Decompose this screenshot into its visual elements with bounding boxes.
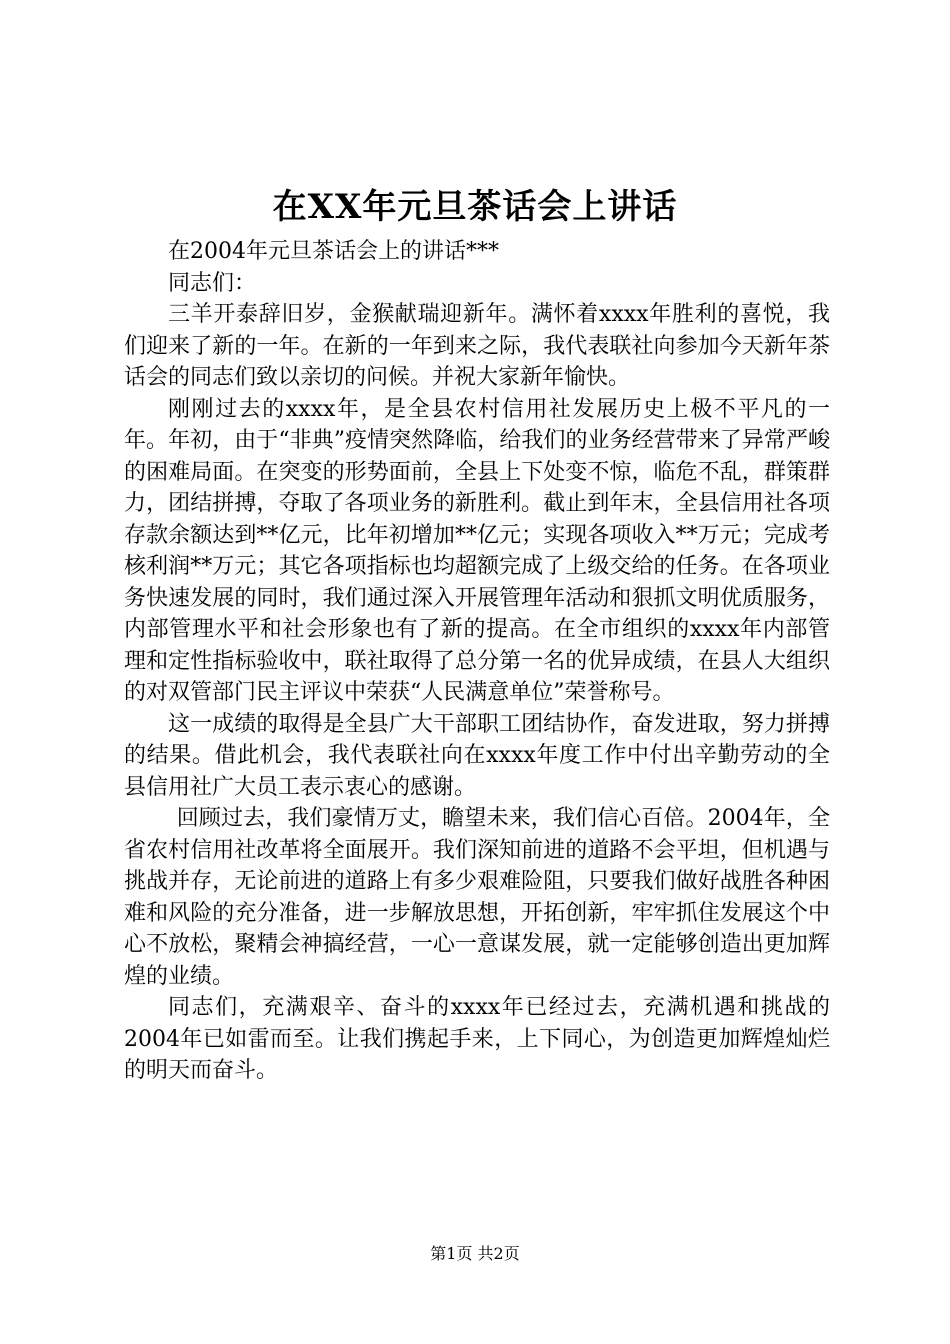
paragraph-review: 刚刚过去的xxxx年，是全县农村信用社发展历史上极不平凡的一年。年初，由于“非典”疫情突然降临，给我们的业务经营带来了异常严峻的困难局面。在突变的形势面前，全县上下处变不惊，临危不乱，群策群力，团结拼搏，夺取了各项业务的新胜利。截止到年末，全县信用社各项存款余额达到**亿元，比年初增加**亿元；实现各项收入**万元；完成考核利润**万元；其它各项指标也均超额完成了上级交给的任务。在各项业务快速发展的同时，我们通过深入开展管理年活动和狠抓文明优质服务，内部管理水平和社会形象也有了新的提高。在全市组织的xxxx年内部管理和定性指标验收中，联社取得了总分第一名的优异成绩，在县人大组织的对双管部门民主评议中荣获“人民满意单位”荣誉称号。 bbox=[124, 396, 830, 705]
document-title: 在XX年元旦茶话会上讲话 bbox=[272, 187, 678, 227]
paragraph-subtitle: 在2004年元旦茶话会上的讲话*** bbox=[168, 239, 499, 264]
paragraph-thanks: 这一成绩的取得是全县广大干部职工团结协作，奋发进取，努力拼搏的结果。借此机会，我代表联社向在xxxx年度工作中付出辛勤劳动的全县信用社广大员工表示衷心的感谢。 bbox=[124, 711, 830, 800]
page-footer: 第1页 共2页 bbox=[430, 1244, 520, 1263]
paragraph-salutation: 同志们： bbox=[168, 270, 257, 296]
paragraph-closing: 同志们，充满艰辛、奋斗的xxxx年已经过去，充满机遇和挑战的2004年已如雷而至。让我们携起手来，上下同心，为创造更加辉煌灿烂的明天而奋斗。 bbox=[124, 995, 830, 1083]
paragraph-outlook: 回顾过去，我们豪情万丈，瞻望未来，我们信心百倍。2004年，全省农村信用社改革将全面展开。我们深知前进的道路不会平坦，但机遇与挑战并存，无论前进的道路上有多少艰难险阻，只要我们做好战胜各种困难和风险的充分准备，进一步解放思想，开拓创新，牢牢抓住发展这个中心不放松，聚精会神搞经营，一心一意谋发展，就一定能够创造出更加辉煌的业绩。 bbox=[124, 806, 830, 989]
document-body bbox=[124, 236, 830, 1087]
paragraph-greeting: 三羊开泰辞旧岁，金猴献瑞迎新年。满怀着xxxx年胜利的喜悦，我们迎来了新的一年。在新的一年到来之际，我代表联社向参加今天新年茶话会的同志们致以亲切的问候。并祝大家新年愉快。 bbox=[124, 302, 830, 390]
